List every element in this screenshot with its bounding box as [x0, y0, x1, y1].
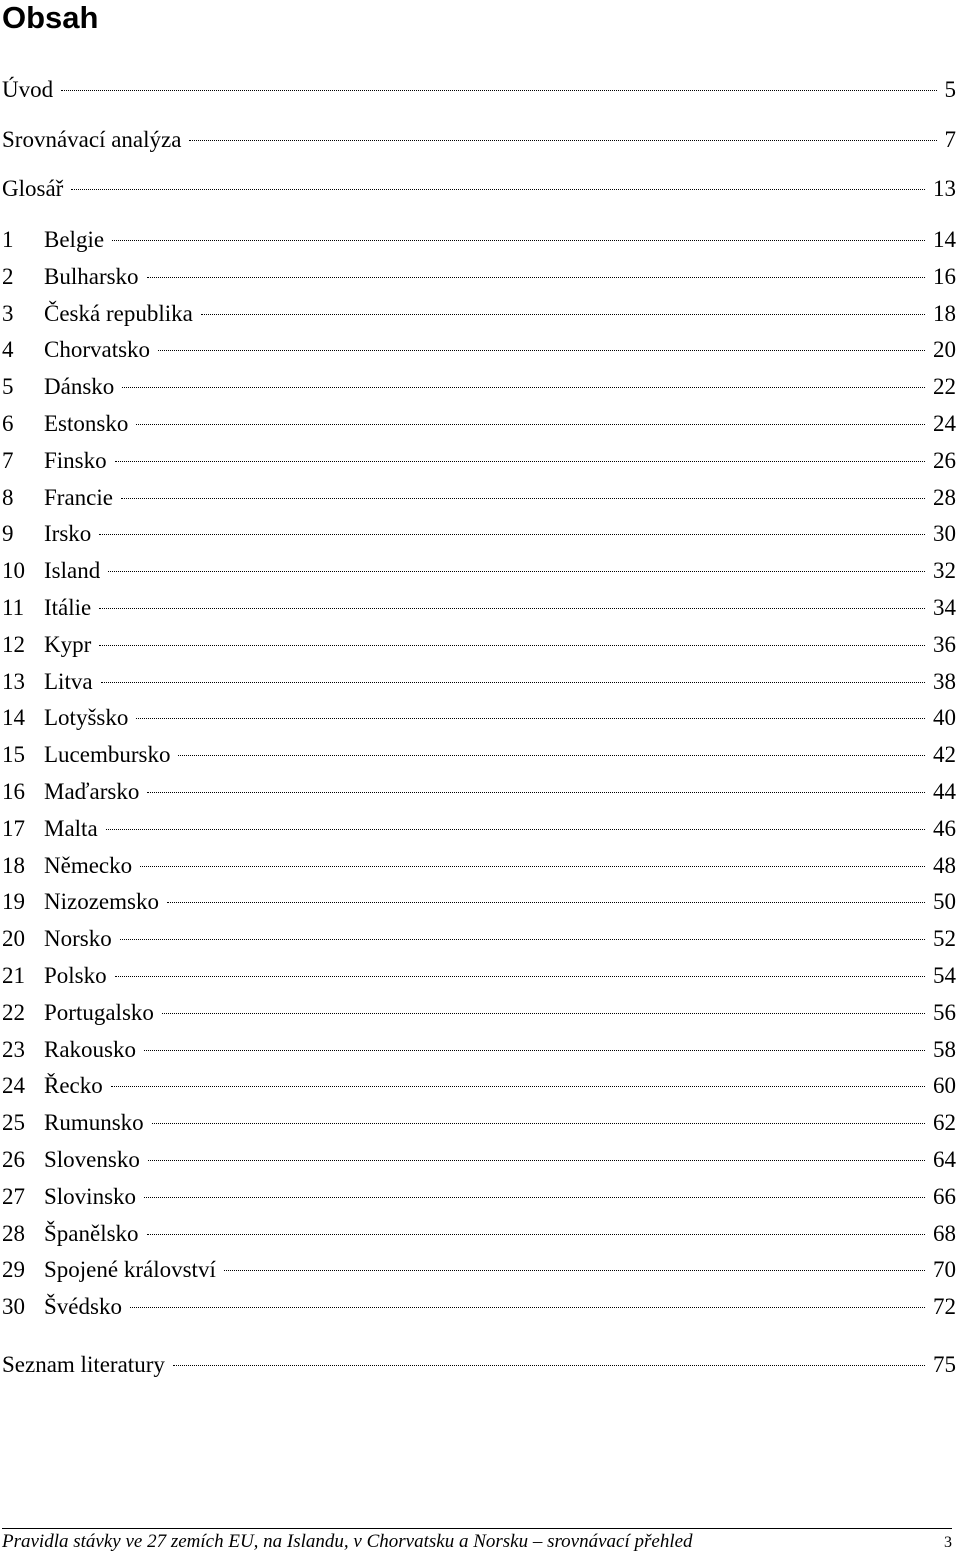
toc-entry-country[interactable] — [2, 998, 956, 1028]
toc-entry-number: 28 — [2, 1220, 25, 1246]
toc-entry-number: 20 — [2, 926, 25, 952]
toc-entry-label: Glosář — [2, 176, 64, 201]
toc-entry-label: Nizozemsko — [44, 889, 159, 915]
toc-entry-label: Lotyšsko — [44, 705, 129, 731]
toc-entry-page: 75 — [933, 1352, 956, 1377]
toc-entry-number: 12 — [2, 631, 25, 657]
dot-leader — [224, 1270, 925, 1271]
toc-entry-label: Estonsko — [44, 411, 129, 436]
toc-entry-page: 60 — [933, 1073, 956, 1099]
toc-entry-country[interactable] — [2, 814, 956, 844]
toc-entry-country[interactable] — [2, 483, 956, 513]
toc-entry-country[interactable] — [2, 777, 956, 807]
toc-entry-label: Německo — [44, 852, 133, 878]
toc-entry-country[interactable] — [2, 225, 956, 255]
page-title: Obsah — [2, 0, 99, 35]
dot-leader — [99, 645, 925, 646]
toc-entry-label: Itálie — [44, 595, 92, 620]
toc-entry-section[interactable] — [2, 174, 956, 204]
toc-entry-number: 3 — [2, 300, 14, 326]
toc-entry-country[interactable] — [2, 446, 956, 476]
toc-entry-number: 15 — [2, 742, 25, 768]
toc-entry-page: 30 — [933, 521, 956, 547]
toc-entry-label: Švédsko — [44, 1294, 122, 1320]
toc-entry-page: 36 — [933, 631, 956, 657]
toc-entry-country[interactable] — [2, 961, 956, 991]
dot-leader — [136, 718, 925, 719]
toc-entry-number: 17 — [2, 815, 25, 841]
toc-entry-number: 1 — [2, 227, 14, 252]
dot-leader — [147, 277, 925, 278]
dot-leader — [136, 424, 925, 425]
toc-entry-number: 23 — [2, 1036, 25, 1062]
dot-leader — [201, 314, 925, 315]
toc-entry-country[interactable] — [2, 740, 956, 770]
toc-entry-page: 72 — [933, 1294, 956, 1320]
dot-leader — [147, 792, 925, 793]
toc-entry-page: 28 — [933, 484, 956, 510]
toc-entry-country[interactable] — [2, 924, 956, 954]
toc-entry-label: Slovinsko — [44, 1183, 137, 1209]
toc-entry-country[interactable] — [2, 556, 956, 586]
dot-leader — [122, 387, 925, 388]
toc-entry-page: 24 — [933, 411, 956, 436]
toc-entry-number: 10 — [2, 558, 25, 584]
toc-entry-country[interactable] — [2, 372, 956, 402]
toc-entry-country[interactable] — [2, 1292, 956, 1322]
toc-entry-number: 14 — [2, 705, 25, 731]
toc-entry-country[interactable] — [2, 630, 956, 660]
toc-entry-page: 58 — [933, 1036, 956, 1062]
toc-entry-page: 46 — [933, 815, 956, 841]
dot-leader — [189, 140, 936, 141]
dot-leader — [106, 829, 925, 830]
toc-entry-page: 54 — [933, 963, 956, 988]
toc-entry-number: 26 — [2, 1147, 25, 1172]
toc-entry-label: Řecko — [44, 1073, 103, 1099]
dot-leader — [152, 1123, 925, 1124]
toc-entry-page: 52 — [933, 926, 956, 952]
dot-leader — [148, 1160, 925, 1161]
toc-entry-country[interactable] — [2, 851, 956, 881]
dot-leader — [167, 902, 925, 903]
toc-entry-label: Lucembursko — [44, 742, 171, 768]
toc-entry-page: 40 — [933, 705, 956, 731]
toc-entry-label: Španělsko — [44, 1220, 139, 1246]
toc-entry-page: 50 — [933, 889, 956, 915]
toc-entry-label: Chorvatsko — [44, 337, 151, 363]
toc-entry-number: 6 — [2, 411, 14, 436]
toc-entry-page: 38 — [933, 668, 956, 694]
dot-leader — [144, 1050, 925, 1051]
toc-entry-country[interactable] — [2, 887, 956, 917]
dot-leader — [147, 1234, 925, 1235]
toc-entry-section[interactable] — [2, 125, 956, 155]
toc-entry-page: 64 — [933, 1147, 956, 1172]
toc-entry-number: 29 — [2, 1257, 25, 1283]
dot-leader — [121, 498, 925, 499]
dot-leader — [101, 682, 925, 683]
toc-entry-number: 22 — [2, 999, 25, 1025]
dot-leader — [158, 350, 925, 351]
toc-entry-page: 42 — [933, 742, 956, 768]
toc-entry-page: 48 — [933, 852, 956, 878]
toc-entry-country[interactable] — [2, 1035, 956, 1065]
dot-leader — [115, 976, 925, 977]
dot-leader — [162, 1013, 925, 1014]
dot-leader — [99, 534, 925, 535]
toc-entry-page: 20 — [933, 337, 956, 363]
toc-entry-country[interactable] — [2, 1108, 956, 1138]
toc-entry-label: Norsko — [44, 926, 112, 952]
toc-entry-label: Bulharsko — [44, 263, 139, 289]
toc-entry-country[interactable] — [2, 1219, 956, 1249]
toc-entry-country[interactable] — [2, 703, 956, 733]
toc-entry-page: 18 — [933, 300, 956, 326]
toc-entry-label: Polsko — [44, 963, 107, 988]
toc-entry-label: Seznam literatury — [2, 1352, 165, 1377]
toc-entry-number: 27 — [2, 1183, 25, 1209]
toc-entry-label: Maďarsko — [44, 779, 140, 804]
toc-entry-number: 19 — [2, 889, 25, 915]
toc-entry-label: Belgie — [44, 227, 105, 252]
toc-entry-label: Česká republika — [44, 300, 193, 326]
dot-leader — [140, 866, 925, 867]
toc-entry-label: Spojené království — [44, 1257, 216, 1283]
dot-leader — [144, 1197, 925, 1198]
toc-entry-country[interactable] — [2, 1145, 956, 1175]
toc-entry-label: Finsko — [44, 447, 107, 473]
dot-leader — [112, 240, 925, 241]
dot-leader — [111, 1086, 925, 1087]
dot-leader — [61, 90, 936, 91]
toc-entry-label: Litva — [44, 668, 93, 694]
toc-entry-country[interactable] — [2, 667, 956, 697]
toc-entry-number: 24 — [2, 1073, 25, 1099]
dot-leader — [115, 461, 925, 462]
footer-text: Pravidla stávky ve 27 zemích EU, na Islandu, v Chorvatsku a Norsku – srovnávací přehled — [2, 1531, 693, 1552]
toc-entry-number: 30 — [2, 1294, 25, 1320]
toc-entry-page: 44 — [933, 779, 956, 804]
toc-entry-page: 32 — [933, 558, 956, 584]
toc-entry-number: 18 — [2, 852, 25, 878]
toc-entry-number: 5 — [2, 374, 14, 400]
toc-entry-number: 2 — [2, 263, 14, 289]
toc-entry-country[interactable] — [2, 335, 956, 365]
toc-entry-label: Francie — [44, 484, 113, 510]
toc-entry-country[interactable] — [2, 519, 956, 549]
toc-entry-country[interactable] — [2, 1071, 956, 1101]
toc-entry-country[interactable] — [2, 262, 956, 292]
toc-entry-page: 26 — [933, 447, 956, 473]
toc-entry-page: 70 — [933, 1257, 956, 1283]
toc-entry-label: Úvod — [2, 77, 54, 102]
toc-entry-page: 22 — [933, 374, 956, 400]
toc-entry-page: 34 — [933, 595, 956, 620]
toc-entry-page: 14 — [933, 227, 956, 252]
toc-entry-page: 16 — [933, 263, 956, 289]
toc-entry-page: 66 — [933, 1183, 956, 1209]
dot-leader — [71, 189, 925, 190]
toc-entry-number: 8 — [2, 484, 14, 510]
dot-leader — [108, 571, 925, 572]
toc-entry-label: Rumunsko — [44, 1110, 144, 1136]
dot-leader — [173, 1365, 925, 1366]
toc-entry-country[interactable] — [2, 593, 956, 623]
toc-entry-page: 13 — [933, 176, 956, 201]
dot-leader — [130, 1307, 925, 1308]
toc-entry-number: 16 — [2, 779, 25, 804]
toc-entry-label: Srovnávací analýza — [2, 127, 182, 152]
toc-entry-label: Malta — [44, 815, 98, 841]
toc-entry-country[interactable] — [2, 409, 956, 439]
toc-entry-number: 4 — [2, 337, 14, 363]
toc-entry-number: 7 — [2, 447, 14, 473]
toc-entry-label: Island — [44, 558, 101, 584]
toc-entry-number: 9 — [2, 521, 14, 547]
toc-entry-page: 68 — [933, 1220, 956, 1246]
toc-entry-number: 21 — [2, 963, 25, 988]
toc-entry-label: Rakousko — [44, 1036, 136, 1062]
toc-entry-label: Dánsko — [44, 374, 115, 400]
toc-entry-page: 56 — [933, 999, 956, 1025]
toc-entry-label: Kypr — [44, 631, 92, 657]
toc-entry-label: Portugalsko — [44, 999, 154, 1025]
toc-entry-page: 7 — [944, 127, 956, 152]
dot-leader — [178, 755, 925, 756]
toc-entry-label: Slovensko — [44, 1147, 140, 1172]
dot-leader — [120, 939, 925, 940]
toc-entry-country[interactable] — [2, 1182, 956, 1212]
toc-entry-bibliography[interactable] — [2, 1350, 956, 1380]
toc-entry-number: 11 — [2, 595, 25, 620]
toc-entry-label: Irsko — [44, 521, 92, 547]
page-footer — [2, 1528, 952, 1554]
toc-entry-section[interactable] — [2, 75, 956, 105]
toc-entry-country[interactable] — [2, 1255, 956, 1285]
toc-entry-page: 5 — [944, 77, 956, 102]
toc-entry-number: 13 — [2, 668, 25, 694]
toc-entry-number: 25 — [2, 1110, 25, 1136]
toc-entry-country[interactable] — [2, 299, 956, 329]
footer-page-number: 3 — [944, 1534, 952, 1551]
toc-entry-page: 62 — [933, 1110, 956, 1136]
dot-leader — [99, 608, 925, 609]
